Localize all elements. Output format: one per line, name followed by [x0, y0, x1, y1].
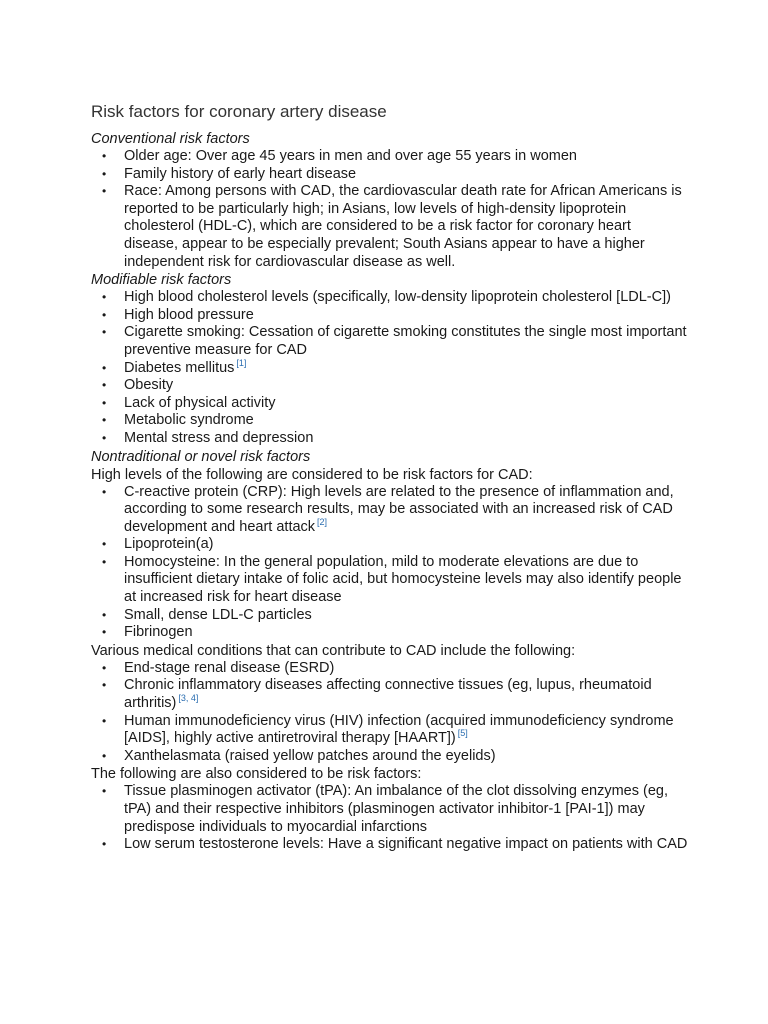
list-item: [124, 484, 688, 537]
list-item: [124, 148, 688, 166]
list-item: [124, 536, 688, 554]
section-heading-nontraditional: Nontraditional or novel risk factors: [91, 448, 311, 465]
reference-link[interactable]: [3, 4]: [178, 693, 199, 704]
list-item: [124, 166, 688, 184]
section-heading-conventional: Conventional risk factors: [91, 131, 250, 147]
list-item-text: Race: Among persons with CAD, the cardiovascular death rate for African Americans is reported to be particularly high; in Asians, low levels of high-density lipoprotein cholesterol (HDL-C), which are considered to be a risk factor for coronary heart disease, appear to be especially prevalent; South Asians appear to have a higher independent risk for cardiovascular disease as well.: [124, 183, 682, 270]
list-item: [124, 677, 688, 712]
list-item-text: C-reactive protein (CRP): High levels are related to the presence of inflammation and, according to some research results, may be associated with an increased risk of CAD development and heart attack: [124, 483, 674, 535]
list-also: [91, 783, 688, 853]
list-item-text: Lipoprotein(a): [124, 536, 214, 553]
list-item-text: High blood pressure: [124, 306, 254, 323]
section-heading-modifiable: Modifiable risk factors: [91, 272, 232, 289]
list-item-text: Cigarette smoking: Cessation of cigarette smoking constitutes the single most important preventive measure for CAD: [124, 324, 687, 358]
paragraph-medical-intro: Various medical conditions that can contribute to CAD include the following:: [91, 642, 576, 659]
list-item-text: Low serum testosterone levels: Have a significant negative impact on patients with CAD: [124, 836, 688, 853]
list-item-text: Family history of early heart disease: [124, 165, 357, 182]
list-item: [124, 660, 688, 678]
list-modifiable: [91, 289, 688, 447]
list-item: [124, 412, 688, 430]
list-item-text: Metabolic syndrome: [124, 412, 254, 429]
list-item-text: Small, dense LDL-C particles: [124, 606, 312, 623]
list-item: [124, 748, 688, 766]
list-item: [124, 357, 688, 378]
list-item: [124, 324, 688, 359]
list-item-text: Xanthelasmata (raised yellow patches around the eyelids): [124, 747, 496, 764]
reference-link[interactable]: [2]: [317, 516, 328, 527]
paragraph-also-intro: The following are also considered to be risk factors:: [91, 766, 422, 783]
list-item-text: Older age: Over age 45 years in men and over age 55 years in women: [124, 148, 577, 164]
list-conventional: [91, 148, 688, 271]
list-item-text: Homocysteine: In the general population, mild to moderate elevations are due to insufficient dietary intake of folic acid, but homocysteine levels may also identify people at increased risk for heart disease: [124, 553, 682, 606]
list-item: [124, 183, 688, 271]
list-medical: [91, 660, 688, 766]
reference-link[interactable]: [5]: [457, 728, 468, 739]
list-item-text: End-stage renal disease (ESRD): [124, 659, 335, 676]
list-item: [124, 607, 688, 625]
list-item: [124, 713, 688, 748]
list-item-text: Chronic inflammatory diseases affecting connective tissues (eg, lupus, rheumatoid arthritis): [124, 677, 652, 712]
list-item-text: Obesity: [124, 377, 174, 394]
list-item: [124, 783, 688, 836]
list-item: [124, 395, 688, 413]
list-nontraditional: [91, 484, 688, 642]
list-item-text: Lack of physical activity: [124, 394, 276, 411]
list-item: [124, 307, 688, 325]
list-item-text: Fibrinogen: [124, 624, 193, 641]
list-item: [124, 289, 688, 307]
list-item: [124, 554, 688, 607]
paragraph-nontraditional-intro: High levels of the following are considered to be risk factors for CAD:: [91, 466, 533, 483]
list-item: [124, 836, 688, 854]
list-item-text: Diabetes mellitus: [124, 359, 235, 376]
list-item-text: High blood cholesterol levels (specifically, low-density lipoprotein cholesterol [LDL-C]): [124, 289, 671, 306]
list-item: [124, 624, 688, 642]
reference-link[interactable]: [1]: [236, 357, 247, 368]
list-item: [124, 430, 688, 448]
list-item-text: Tissue plasminogen activator (tPA): An imbalance of the clot dissolving enzymes (eg, tPA) and their respective inhibitors (plasminogen activator inhibitor-1 [PAI-1]) may predispose individuals to myocardial infarctions: [124, 783, 669, 835]
list-item-text: Mental stress and depression: [124, 429, 314, 446]
list-item-text: Human immunodeficiency virus (HIV) infection (acquired immunodeficiency syndrome [AIDS], highly active antiretroviral therapy [HAART]): [124, 712, 674, 747]
list-item: [124, 377, 688, 395]
page-title: Risk factors for coronary artery disease: [91, 102, 387, 121]
